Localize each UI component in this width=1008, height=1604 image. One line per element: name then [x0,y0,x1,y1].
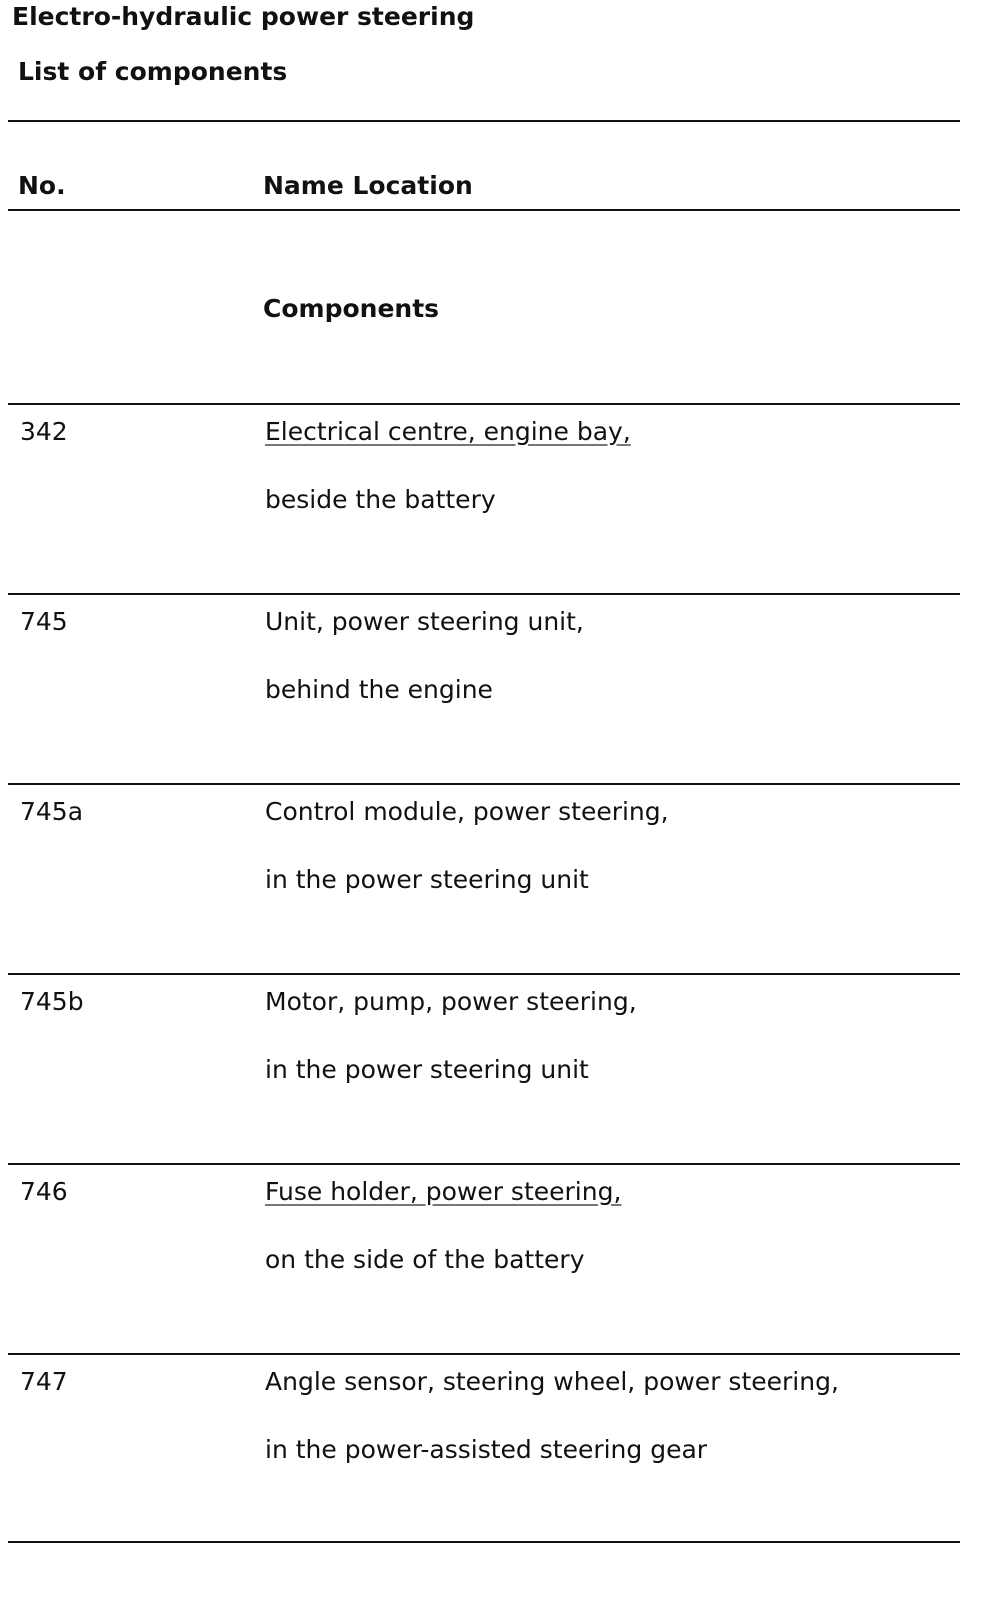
component-number: 745b [20,987,84,1016]
component-name: Electrical centre, engine bay, [265,417,631,446]
section-label: Components [263,294,440,323]
table-row [0,1165,1008,1355]
column-header-no: No. [18,171,66,200]
component-location: in the power steering unit [265,865,589,894]
table-row [0,785,1008,975]
component-number: 342 [20,417,68,446]
component-name: Control module, power steering, [265,797,669,826]
table-row [0,1355,1008,1545]
component-name: Unit, power steering unit, [265,607,584,636]
component-name: Fuse holder, power steering, [265,1177,622,1206]
table-row [0,405,1008,595]
header-rule [8,209,960,211]
component-name: Motor, pump, power steering, [265,987,637,1016]
page-title: Electro-hydraulic power steering [12,2,475,31]
table-row [0,975,1008,1165]
component-location: on the side of the battery [265,1245,585,1274]
component-number: 747 [20,1367,68,1396]
component-number: 745 [20,607,68,636]
component-name: Angle sensor, steering wheel, power steering, [265,1367,839,1396]
table-row [0,595,1008,785]
component-location: beside the battery [265,485,496,514]
page-subtitle: List of components [18,57,288,86]
top-rule [8,120,960,122]
component-number: 746 [20,1177,68,1206]
component-location: in the power steering unit [265,1055,589,1084]
column-header-name-location: Name Location [263,171,473,200]
component-location: behind the engine [265,675,493,704]
component-number: 745a [20,797,84,826]
component-location: in the power-assisted steering gear [265,1435,708,1464]
bottom-rule [8,1541,960,1543]
